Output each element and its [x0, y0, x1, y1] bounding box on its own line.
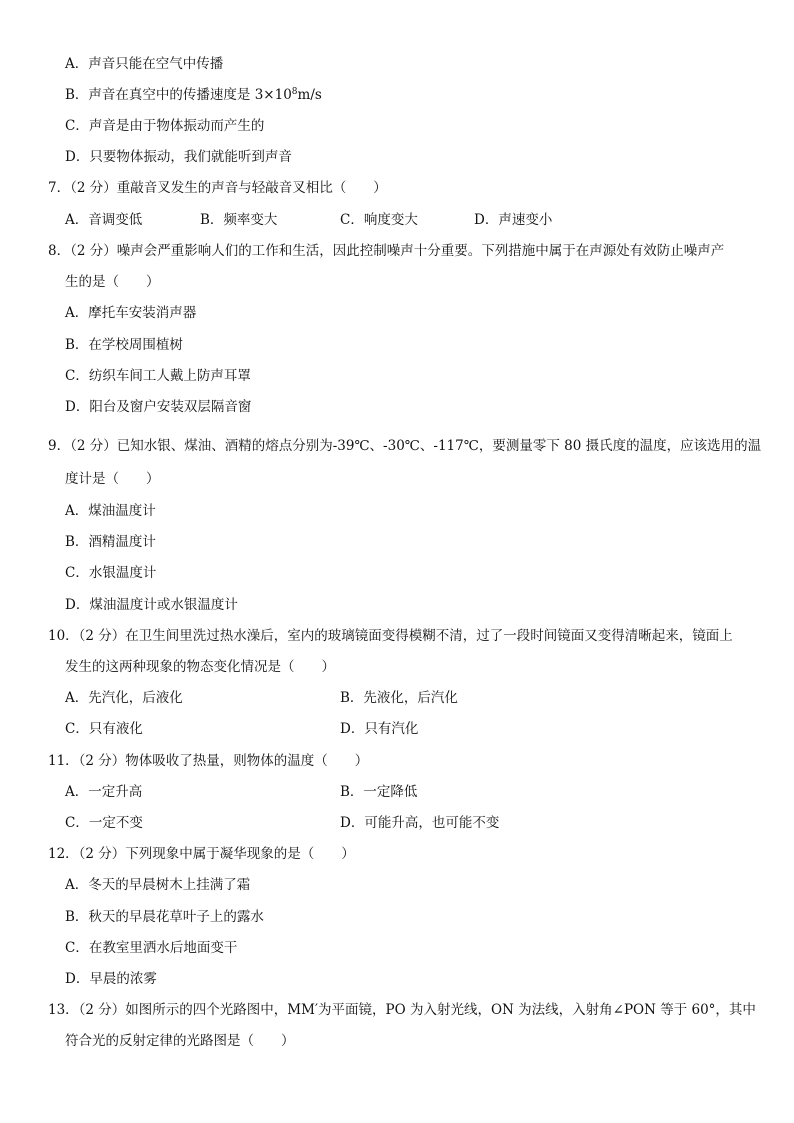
q9-option-c: C．水银温度计 — [65, 565, 157, 581]
q8-option-c: C．纺织车间工人戴上防声耳罩 — [65, 368, 251, 384]
q12-option-a: A．冬天的早晨树木上挂满了霜 — [65, 877, 251, 893]
q7-option-b: B．频率变大 — [200, 212, 278, 228]
q9-option-d: D．煤油温度计或水银温度计 — [65, 597, 238, 613]
q6-option-b-unit: m/s — [297, 87, 322, 103]
q8-option-a: A．摩托车安装消声器 — [65, 305, 197, 321]
q7-option-d: D．声速变小 — [474, 212, 553, 228]
q7-option-c: C．响度变大 — [340, 212, 418, 228]
q9-stem-line2: 度计是（ ） — [65, 471, 160, 487]
q8-stem-line1: 8．（2 分）噪声会严重影响人们的工作和生活，因此控制噪声十分重要。下列措施中属于在声源处有效防止噪声产 — [48, 243, 725, 259]
q12-stem: 12．（2 分）下列现象中属于凝华现象的是（ ） — [48, 846, 355, 862]
q10-stem-line1: 10．（2 分）在卫生间里洗过热水澡后，室内的玻璃镜面变得模糊不清，过了一段时间镜面又变得清晰起来，镜面上 — [48, 628, 733, 644]
q8-stem-line2: 生的是（ ） — [65, 274, 160, 290]
q7-option-a: A．音调变低 — [65, 212, 143, 228]
q6-option-d: D．只要物体振动，我们就能听到声音 — [65, 149, 292, 165]
q11-option-d: D．可能升高，也可能不变 — [340, 815, 500, 831]
q8-option-b: B．在学校周围植树 — [65, 337, 183, 353]
q12-option-c: C．在教室里洒水后地面变干 — [65, 940, 238, 956]
q11-option-c: C．一定不变 — [65, 815, 143, 831]
q8-option-d: D．阳台及窗户安装双层隔音窗 — [65, 399, 252, 415]
q6-option-b-text: B．声音在真空中的传播速度是 3×10 — [65, 87, 292, 103]
q10-option-b: B．先液化，后汽化 — [340, 690, 458, 706]
q6-option-b-exponent: 8 — [291, 87, 298, 97]
q11-option-a: A．一定升高 — [65, 784, 143, 800]
q11-stem: 11．（2 分）物体吸收了热量，则物体的温度（ ） — [48, 753, 369, 769]
q11-option-b: B．一定降低 — [340, 784, 418, 800]
q9-option-b: B．酒精温度计 — [65, 534, 156, 550]
q9-stem-line1: 9．（2 分）已知水银、煤油、酒精的熔点分别为-39℃、-30℃、-117℃，要测量零下 80 摄氏度的温度，应该选用的温 — [48, 438, 762, 454]
q10-option-d: D．只有汽化 — [340, 721, 419, 737]
q10-option-c: C．只有液化 — [65, 721, 143, 737]
q9-option-a: A．煤油温度计 — [65, 503, 156, 519]
q10-option-a: A．先汽化，后液化 — [65, 690, 183, 706]
q13-stem-line1: 13．（2 分）如图所示的四个光路图中，MM′为平面镜，PO 为入射光线，ON 为法线，入射角∠PON 等于 60°，其中 — [48, 1002, 756, 1018]
q6-option-c: C．声音是由于物体振动而产生的 — [65, 118, 265, 134]
q12-option-d: D．早晨的浓雾 — [65, 971, 157, 987]
q6-option-b — [65, 85, 322, 105]
q10-stem-line2: 发生的这两种现象的物态变化情况是（ ） — [65, 659, 335, 675]
q6-option-a: A．声音只能在空气中传播 — [65, 56, 224, 72]
q13-stem-line2: 符合光的反射定律的光路图是（ ） — [65, 1033, 295, 1049]
q12-option-b: B．秋天的早晨花草叶子上的露水 — [65, 909, 264, 925]
q7-stem: 7．（2 分）重敲音叉发生的声音与轻敲音叉相比（ ） — [48, 180, 387, 196]
